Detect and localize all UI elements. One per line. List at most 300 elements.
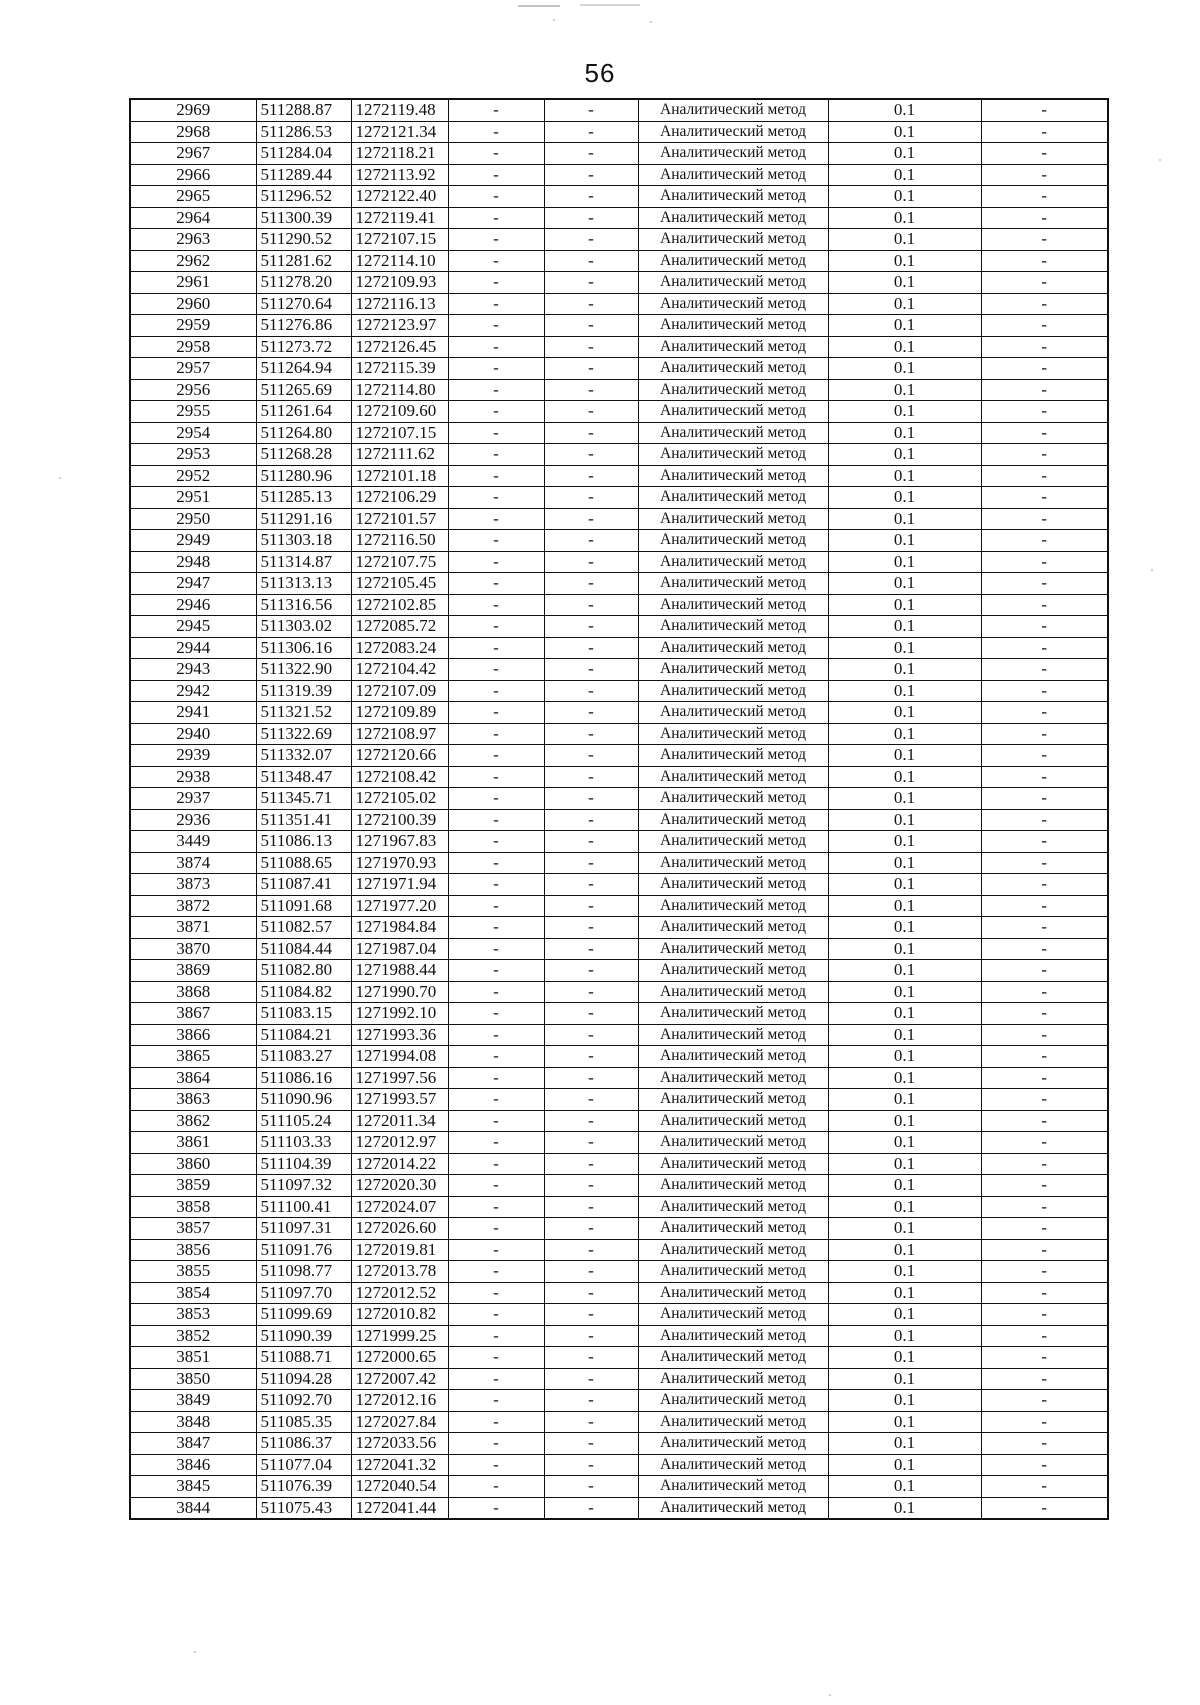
method-cell: Аналитический метод	[638, 272, 828, 294]
point-number-cell: 2956	[130, 379, 256, 401]
coord-x-cell: 511082.80	[256, 960, 351, 982]
col-5-cell: -	[544, 917, 638, 939]
method-cell: Аналитический метод	[638, 250, 828, 272]
col-5-cell: -	[544, 616, 638, 638]
accuracy-cell: 0.1	[828, 1110, 981, 1132]
col-8-cell: -	[981, 1497, 1108, 1519]
coord-y-cell: 1271993.36	[351, 1024, 448, 1046]
point-number-cell: 2967	[130, 143, 256, 165]
method-cell: Аналитический метод	[638, 1497, 828, 1519]
point-number-cell: 3849	[130, 1390, 256, 1412]
coord-y-cell: 1272107.15	[351, 229, 448, 251]
method-cell: Аналитический метод	[638, 1218, 828, 1240]
coord-y-cell: 1272100.39	[351, 809, 448, 831]
accuracy-cell: 0.1	[828, 315, 981, 337]
table-row	[130, 1476, 1108, 1498]
accuracy-cell: 0.1	[828, 508, 981, 530]
accuracy-cell: 0.1	[828, 293, 981, 315]
coord-x-cell: 511088.65	[256, 852, 351, 874]
col-8-cell: -	[981, 1196, 1108, 1218]
point-number-cell: 2953	[130, 444, 256, 466]
method-cell: Аналитический метод	[638, 121, 828, 143]
table-row	[130, 594, 1108, 616]
col-4-cell: -	[448, 250, 544, 272]
method-cell: Аналитический метод	[638, 680, 828, 702]
col-4-cell: -	[448, 1390, 544, 1412]
coord-y-cell: 1272014.22	[351, 1153, 448, 1175]
coord-y-cell: 1271977.20	[351, 895, 448, 917]
col-5-cell: -	[544, 250, 638, 272]
table-row	[130, 379, 1108, 401]
table-row	[130, 702, 1108, 724]
accuracy-cell: 0.1	[828, 1325, 981, 1347]
coord-x-cell: 511091.68	[256, 895, 351, 917]
col-4-cell: -	[448, 616, 544, 638]
method-cell: Аналитический метод	[638, 1261, 828, 1283]
method-cell: Аналитический метод	[638, 401, 828, 423]
coord-y-cell: 1272122.40	[351, 186, 448, 208]
coord-x-cell: 511077.04	[256, 1454, 351, 1476]
method-cell: Аналитический метод	[638, 960, 828, 982]
col-5-cell: -	[544, 1411, 638, 1433]
accuracy-cell: 0.1	[828, 637, 981, 659]
accuracy-cell: 0.1	[828, 1390, 981, 1412]
accuracy-cell: 0.1	[828, 121, 981, 143]
coord-y-cell: 1272113.92	[351, 164, 448, 186]
col-8-cell: -	[981, 723, 1108, 745]
coord-x-cell: 511097.31	[256, 1218, 351, 1240]
table-row	[130, 938, 1108, 960]
coord-x-cell: 511276.86	[256, 315, 351, 337]
point-number-cell: 3871	[130, 917, 256, 939]
col-5-cell: -	[544, 809, 638, 831]
coord-y-cell: 1272010.82	[351, 1304, 448, 1326]
col-8-cell: -	[981, 530, 1108, 552]
coord-x-cell: 511319.39	[256, 680, 351, 702]
coord-x-cell: 511286.53	[256, 121, 351, 143]
col-8-cell: -	[981, 1024, 1108, 1046]
col-4-cell: -	[448, 895, 544, 917]
method-cell: Аналитический метод	[638, 99, 828, 121]
accuracy-cell: 0.1	[828, 809, 981, 831]
col-4-cell: -	[448, 1046, 544, 1068]
col-5-cell: -	[544, 508, 638, 530]
table-row	[130, 723, 1108, 745]
coord-x-cell: 511351.41	[256, 809, 351, 831]
coord-x-cell: 511264.94	[256, 358, 351, 380]
method-cell: Аналитический метод	[638, 852, 828, 874]
col-5-cell: -	[544, 465, 638, 487]
col-5-cell: -	[544, 1390, 638, 1412]
method-cell: Аналитический метод	[638, 1411, 828, 1433]
method-cell: Аналитический метод	[638, 788, 828, 810]
table-row	[130, 680, 1108, 702]
coord-y-cell: 1271997.56	[351, 1067, 448, 1089]
col-5-cell: -	[544, 272, 638, 294]
col-4-cell: -	[448, 1282, 544, 1304]
col-5-cell: -	[544, 99, 638, 121]
col-8-cell: -	[981, 250, 1108, 272]
col-4-cell: -	[448, 336, 544, 358]
table-row	[130, 1132, 1108, 1154]
col-5-cell: -	[544, 874, 638, 896]
point-number-cell: 3869	[130, 960, 256, 982]
coord-y-cell: 1272121.34	[351, 121, 448, 143]
col-5-cell: -	[544, 745, 638, 767]
method-cell: Аналитический метод	[638, 594, 828, 616]
accuracy-cell: 0.1	[828, 401, 981, 423]
col-5-cell: -	[544, 121, 638, 143]
coord-y-cell: 1272115.39	[351, 358, 448, 380]
col-5-cell: -	[544, 293, 638, 315]
col-8-cell: -	[981, 766, 1108, 788]
coord-x-cell: 511084.21	[256, 1024, 351, 1046]
col-8-cell: -	[981, 960, 1108, 982]
method-cell: Аналитический метод	[638, 422, 828, 444]
col-8-cell: -	[981, 293, 1108, 315]
coord-y-cell: 1272011.34	[351, 1110, 448, 1132]
coord-x-cell: 511090.96	[256, 1089, 351, 1111]
col-4-cell: -	[448, 1368, 544, 1390]
coord-x-cell: 511313.13	[256, 573, 351, 595]
coord-x-cell: 511084.82	[256, 981, 351, 1003]
point-number-cell: 2965	[130, 186, 256, 208]
method-cell: Аналитический метод	[638, 1476, 828, 1498]
point-number-cell: 2968	[130, 121, 256, 143]
col-4-cell: -	[448, 465, 544, 487]
accuracy-cell: 0.1	[828, 1368, 981, 1390]
method-cell: Аналитический метод	[638, 702, 828, 724]
table-row	[130, 1347, 1108, 1369]
coord-y-cell: 1272024.07	[351, 1196, 448, 1218]
accuracy-cell: 0.1	[828, 186, 981, 208]
method-cell: Аналитический метод	[638, 530, 828, 552]
coord-x-cell: 511321.52	[256, 702, 351, 724]
table-row	[130, 1282, 1108, 1304]
col-4-cell: -	[448, 508, 544, 530]
col-5-cell: -	[544, 207, 638, 229]
coord-y-cell: 1272102.85	[351, 594, 448, 616]
coord-x-cell: 511086.13	[256, 831, 351, 853]
method-cell: Аналитический метод	[638, 766, 828, 788]
col-8-cell: -	[981, 1089, 1108, 1111]
coord-y-cell: 1272116.50	[351, 530, 448, 552]
coord-y-cell: 1272019.81	[351, 1239, 448, 1261]
coord-y-cell: 1271984.84	[351, 917, 448, 939]
col-5-cell: -	[544, 1454, 638, 1476]
point-number-cell: 2948	[130, 551, 256, 573]
coord-x-cell: 511264.80	[256, 422, 351, 444]
col-4-cell: -	[448, 1347, 544, 1369]
method-cell: Аналитический метод	[638, 444, 828, 466]
point-number-cell: 3449	[130, 831, 256, 853]
table-row	[130, 659, 1108, 681]
coord-x-cell: 511097.32	[256, 1175, 351, 1197]
coord-y-cell: 1272013.78	[351, 1261, 448, 1283]
point-number-cell: 3851	[130, 1347, 256, 1369]
coord-y-cell: 1272012.97	[351, 1132, 448, 1154]
point-number-cell: 3864	[130, 1067, 256, 1089]
page-number: 56	[584, 58, 616, 88]
point-number-cell: 2949	[130, 530, 256, 552]
method-cell: Аналитический метод	[638, 1433, 828, 1455]
table-row	[130, 766, 1108, 788]
coord-y-cell: 1272107.75	[351, 551, 448, 573]
table-row	[130, 852, 1108, 874]
point-number-cell: 2964	[130, 207, 256, 229]
col-5-cell: -	[544, 551, 638, 573]
accuracy-cell: 0.1	[828, 702, 981, 724]
point-number-cell: 2959	[130, 315, 256, 337]
coord-x-cell: 511348.47	[256, 766, 351, 788]
col-4-cell: -	[448, 1132, 544, 1154]
coord-x-cell: 511085.35	[256, 1411, 351, 1433]
table-row	[130, 1046, 1108, 1068]
point-number-cell: 2941	[130, 702, 256, 724]
col-8-cell: -	[981, 1476, 1108, 1498]
col-4-cell: -	[448, 1411, 544, 1433]
coord-y-cell: 1271988.44	[351, 960, 448, 982]
col-8-cell: -	[981, 1347, 1108, 1369]
table-row	[130, 465, 1108, 487]
col-5-cell: -	[544, 702, 638, 724]
coord-y-cell: 1272101.57	[351, 508, 448, 530]
method-cell: Аналитический метод	[638, 874, 828, 896]
method-cell: Аналитический метод	[638, 1196, 828, 1218]
coord-x-cell: 511090.39	[256, 1325, 351, 1347]
col-8-cell: -	[981, 422, 1108, 444]
accuracy-cell: 0.1	[828, 272, 981, 294]
point-number-cell: 3848	[130, 1411, 256, 1433]
method-cell: Аналитический метод	[638, 315, 828, 337]
col-8-cell: -	[981, 99, 1108, 121]
accuracy-cell: 0.1	[828, 1433, 981, 1455]
coord-y-cell: 1272107.09	[351, 680, 448, 702]
point-number-cell: 2957	[130, 358, 256, 380]
method-cell: Аналитический метод	[638, 1175, 828, 1197]
table-row	[130, 1003, 1108, 1025]
coord-x-cell: 511261.64	[256, 401, 351, 423]
col-5-cell: -	[544, 680, 638, 702]
col-5-cell: -	[544, 358, 638, 380]
col-8-cell: -	[981, 895, 1108, 917]
accuracy-cell: 0.1	[828, 960, 981, 982]
table-row	[130, 1110, 1108, 1132]
method-cell: Аналитический метод	[638, 917, 828, 939]
accuracy-cell: 0.1	[828, 981, 981, 1003]
table-row	[130, 1067, 1108, 1089]
coord-y-cell: 1272109.89	[351, 702, 448, 724]
point-number-cell: 3854	[130, 1282, 256, 1304]
point-number-cell: 2947	[130, 573, 256, 595]
accuracy-cell: 0.1	[828, 680, 981, 702]
col-5-cell: -	[544, 659, 638, 681]
table-row	[130, 401, 1108, 423]
coord-x-cell: 511322.69	[256, 723, 351, 745]
coord-x-cell: 511083.15	[256, 1003, 351, 1025]
coord-x-cell: 511100.41	[256, 1196, 351, 1218]
table-row	[130, 444, 1108, 466]
col-4-cell: -	[448, 1454, 544, 1476]
point-number-cell: 2954	[130, 422, 256, 444]
accuracy-cell: 0.1	[828, 1454, 981, 1476]
table-row	[130, 1218, 1108, 1240]
table-row	[130, 358, 1108, 380]
table-row	[130, 1497, 1108, 1519]
col-5-cell: -	[544, 1089, 638, 1111]
accuracy-cell: 0.1	[828, 1003, 981, 1025]
coord-x-cell: 511105.24	[256, 1110, 351, 1132]
col-8-cell: -	[981, 573, 1108, 595]
coord-x-cell: 511273.72	[256, 336, 351, 358]
col-4-cell: -	[448, 594, 544, 616]
point-number-cell: 3872	[130, 895, 256, 917]
coord-x-cell: 511094.28	[256, 1368, 351, 1390]
table-row	[130, 917, 1108, 939]
col-4-cell: -	[448, 1110, 544, 1132]
col-8-cell: -	[981, 551, 1108, 573]
accuracy-cell: 0.1	[828, 1218, 981, 1240]
method-cell: Аналитический метод	[638, 1067, 828, 1089]
accuracy-cell: 0.1	[828, 745, 981, 767]
coord-y-cell: 1272116.13	[351, 293, 448, 315]
col-5-cell: -	[544, 1239, 638, 1261]
coord-y-cell: 1272106.29	[351, 487, 448, 509]
point-number-cell: 2960	[130, 293, 256, 315]
coord-y-cell: 1272041.32	[351, 1454, 448, 1476]
col-8-cell: -	[981, 1261, 1108, 1283]
coord-y-cell: 1272007.42	[351, 1368, 448, 1390]
accuracy-cell: 0.1	[828, 1175, 981, 1197]
coord-x-cell: 511278.20	[256, 272, 351, 294]
coord-y-cell: 1272109.60	[351, 401, 448, 423]
table-row	[130, 272, 1108, 294]
table-row	[130, 895, 1108, 917]
coord-x-cell: 511314.87	[256, 551, 351, 573]
col-5-cell: -	[544, 1024, 638, 1046]
col-8-cell: -	[981, 788, 1108, 810]
col-5-cell: -	[544, 895, 638, 917]
col-4-cell: -	[448, 1024, 544, 1046]
accuracy-cell: 0.1	[828, 1411, 981, 1433]
accuracy-cell: 0.1	[828, 1497, 981, 1519]
col-5-cell: -	[544, 852, 638, 874]
col-4-cell: -	[448, 99, 544, 121]
col-5-cell: -	[544, 723, 638, 745]
table-row	[130, 637, 1108, 659]
col-4-cell: -	[448, 831, 544, 853]
table-row	[130, 1390, 1108, 1412]
method-cell: Аналитический метод	[638, 1454, 828, 1476]
method-cell: Аналитический метод	[638, 1132, 828, 1154]
point-number-cell: 3868	[130, 981, 256, 1003]
accuracy-cell: 0.1	[828, 1261, 981, 1283]
coord-y-cell: 1272041.44	[351, 1497, 448, 1519]
col-4-cell: -	[448, 422, 544, 444]
method-cell: Аналитический метод	[638, 1046, 828, 1068]
col-4-cell: -	[448, 143, 544, 165]
table-row	[130, 530, 1108, 552]
point-number-cell: 3844	[130, 1497, 256, 1519]
point-number-cell: 2940	[130, 723, 256, 745]
accuracy-cell: 0.1	[828, 616, 981, 638]
table-row	[130, 1175, 1108, 1197]
col-4-cell: -	[448, 680, 544, 702]
col-4-cell: -	[448, 723, 544, 745]
coord-x-cell: 511288.87	[256, 99, 351, 121]
coord-y-cell: 1272118.21	[351, 143, 448, 165]
accuracy-cell: 0.1	[828, 229, 981, 251]
point-number-cell: 2938	[130, 766, 256, 788]
coord-y-cell: 1272108.42	[351, 766, 448, 788]
point-number-cell: 2955	[130, 401, 256, 423]
coord-y-cell: 1272083.24	[351, 637, 448, 659]
col-8-cell: -	[981, 938, 1108, 960]
col-4-cell: -	[448, 1239, 544, 1261]
point-number-cell: 2952	[130, 465, 256, 487]
accuracy-cell: 0.1	[828, 1239, 981, 1261]
accuracy-cell: 0.1	[828, 465, 981, 487]
col-5-cell: -	[544, 1433, 638, 1455]
col-5-cell: -	[544, 379, 638, 401]
table-row	[130, 874, 1108, 896]
table-row	[130, 809, 1108, 831]
col-4-cell: -	[448, 1196, 544, 1218]
method-cell: Аналитический метод	[638, 1325, 828, 1347]
col-8-cell: -	[981, 379, 1108, 401]
accuracy-cell: 0.1	[828, 422, 981, 444]
point-number-cell: 2969	[130, 99, 256, 121]
coord-y-cell: 1271994.08	[351, 1046, 448, 1068]
point-number-cell: 3847	[130, 1433, 256, 1455]
col-8-cell: -	[981, 1368, 1108, 1390]
coord-y-cell: 1271967.83	[351, 831, 448, 853]
coord-y-cell: 1272123.97	[351, 315, 448, 337]
col-8-cell: -	[981, 659, 1108, 681]
col-8-cell: -	[981, 917, 1108, 939]
col-4-cell: -	[448, 293, 544, 315]
col-5-cell: -	[544, 164, 638, 186]
col-8-cell: -	[981, 594, 1108, 616]
table-row	[130, 164, 1108, 186]
coord-y-cell: 1272027.84	[351, 1411, 448, 1433]
accuracy-cell: 0.1	[828, 336, 981, 358]
col-4-cell: -	[448, 1153, 544, 1175]
col-8-cell: -	[981, 143, 1108, 165]
col-4-cell: -	[448, 702, 544, 724]
col-4-cell: -	[448, 1476, 544, 1498]
table-row	[130, 229, 1108, 251]
point-number-cell: 2945	[130, 616, 256, 638]
coord-x-cell: 511296.52	[256, 186, 351, 208]
point-number-cell: 3853	[130, 1304, 256, 1326]
method-cell: Аналитический метод	[638, 358, 828, 380]
col-5-cell: -	[544, 401, 638, 423]
coord-y-cell: 1272020.30	[351, 1175, 448, 1197]
table-row	[130, 207, 1108, 229]
method-cell: Аналитический метод	[638, 1347, 828, 1369]
coord-y-cell: 1272105.45	[351, 573, 448, 595]
col-8-cell: -	[981, 680, 1108, 702]
table-row	[130, 1411, 1108, 1433]
point-number-cell: 2937	[130, 788, 256, 810]
point-number-cell: 2944	[130, 637, 256, 659]
col-5-cell: -	[544, 1153, 638, 1175]
col-5-cell: -	[544, 1218, 638, 1240]
method-cell: Аналитический метод	[638, 1153, 828, 1175]
coord-y-cell: 1272114.80	[351, 379, 448, 401]
coord-y-cell: 1272108.97	[351, 723, 448, 745]
